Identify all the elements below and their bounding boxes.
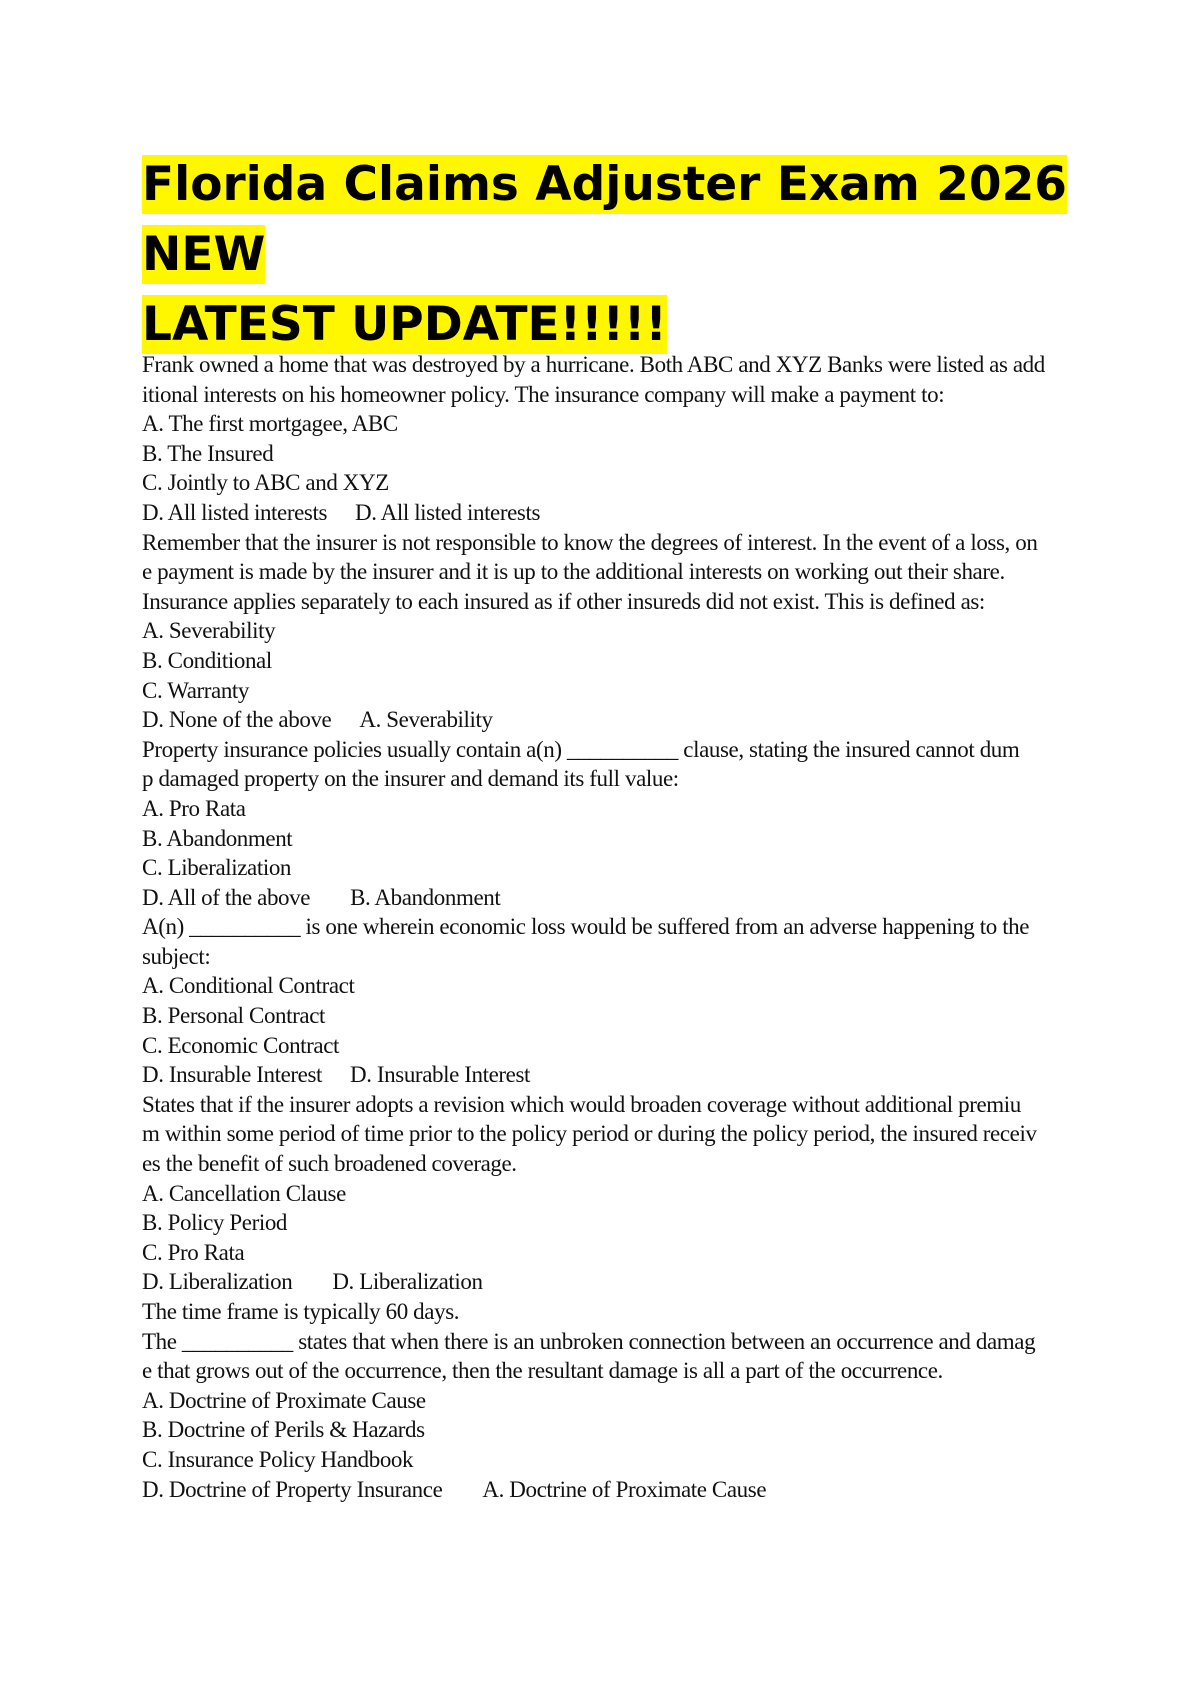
- answer-option: B. Abandonment: [142, 825, 293, 851]
- question-block: [142, 350, 1082, 587]
- answer-option: A. Pro Rata: [142, 795, 246, 821]
- answer-option: B. Conditional: [142, 647, 272, 673]
- correct-answer: B. Abandonment: [350, 884, 501, 910]
- question-stem: States that if the insurer adopts a revision which would broaden coverage without additional premiu: [142, 1091, 1021, 1117]
- answer-option: D. None of the above: [142, 707, 332, 733]
- document-title: [142, 150, 1082, 360]
- question-stem: Frank owned a home that was destroyed by a hurricane. Both ABC and XYZ Banks were listed as add: [142, 352, 1045, 377]
- answer-option: B. Policy Period: [142, 1210, 288, 1236]
- correct-answer: A. Doctrine of Proximate Cause: [482, 1476, 767, 1502]
- answer-option: D. All listed interests: [142, 499, 328, 525]
- question-stem: subject:: [142, 943, 211, 969]
- explanation-note: e payment is made by the insurer and it is up to the additional interests on working out their share.: [142, 559, 1005, 585]
- answer-option: A. Cancellation Clause: [142, 1180, 346, 1206]
- question-stem: Insurance applies separately to each insured as if other insureds did not exist. This is defined as:: [142, 588, 985, 614]
- answer-option: D. Liberalization: [142, 1269, 293, 1295]
- question-stem: m within some period of time prior to the policy period or during the policy period, the insured receiv: [142, 1121, 1037, 1147]
- question-stem: itional interests on his homeowner policy. The insurance company will make a payment to:: [142, 381, 945, 407]
- question-list: [142, 350, 1082, 1504]
- answer-option: A. The first mortgagee, ABC: [142, 411, 398, 437]
- answer-option: A. Doctrine of Proximate Cause: [142, 1387, 426, 1413]
- answer-option: C. Jointly to ABC and XYZ: [142, 470, 389, 496]
- answer-option: D. Doctrine of Property Insurance: [142, 1476, 443, 1502]
- answer-option: B. Personal Contract: [142, 1003, 325, 1029]
- question-stem: Property insurance policies usually contain a(n) __________ clause, stating the insured cannot dum: [142, 736, 1020, 762]
- explanation-note: The time frame is typically 60 days.: [142, 1299, 460, 1324]
- title-line-2: LATEST UPDATE!!!!!: [142, 297, 667, 352]
- answer-option: D. All of the above: [142, 884, 311, 910]
- answer-option: B. The Insured: [142, 440, 274, 466]
- correct-answer: A. Severability: [359, 707, 493, 733]
- question-block: [142, 1090, 1082, 1327]
- answer-option: A. Severability: [142, 618, 276, 644]
- answer-option: C. Insurance Policy Handbook: [142, 1446, 414, 1472]
- title-line-1: Florida Claims Adjuster Exam 2026 NEW: [142, 157, 1067, 282]
- answer-option: C. Economic Contract: [142, 1032, 340, 1058]
- explanation-note: Remember that the insurer is not responsible to know the degrees of interest. In the event of a loss, on: [142, 529, 1038, 555]
- answer-option: C. Pro Rata: [142, 1239, 245, 1265]
- correct-answer: D. Insurable Interest: [350, 1062, 531, 1088]
- question-block: [142, 1327, 1082, 1505]
- question-stem: A(n) __________ is one wherein economic loss would be suffered from an adverse happening to the: [142, 914, 1030, 940]
- question-block: [142, 912, 1082, 1090]
- question-stem: The __________ states that when there is an unbroken connection between an occurrence and damag: [142, 1328, 1036, 1354]
- correct-answer: D. Liberalization: [332, 1269, 483, 1295]
- answer-option: C. Liberalization: [142, 855, 292, 881]
- answer-option: D. Insurable Interest: [142, 1062, 323, 1088]
- answer-option: B. Doctrine of Perils & Hazards: [142, 1417, 425, 1443]
- question-block: [142, 735, 1082, 913]
- question-stem: e that grows out of the occurrence, then the resultant damage is all a part of the occurrence.: [142, 1358, 943, 1384]
- correct-answer: D. All listed interests: [355, 499, 541, 525]
- answer-option: A. Conditional Contract: [142, 973, 355, 999]
- question-stem: es the benefit of such broadened coverage.: [142, 1151, 517, 1177]
- answer-option: C. Warranty: [142, 677, 250, 703]
- question-block: [142, 587, 1082, 735]
- question-stem: p damaged property on the insurer and demand its full value:: [142, 766, 679, 792]
